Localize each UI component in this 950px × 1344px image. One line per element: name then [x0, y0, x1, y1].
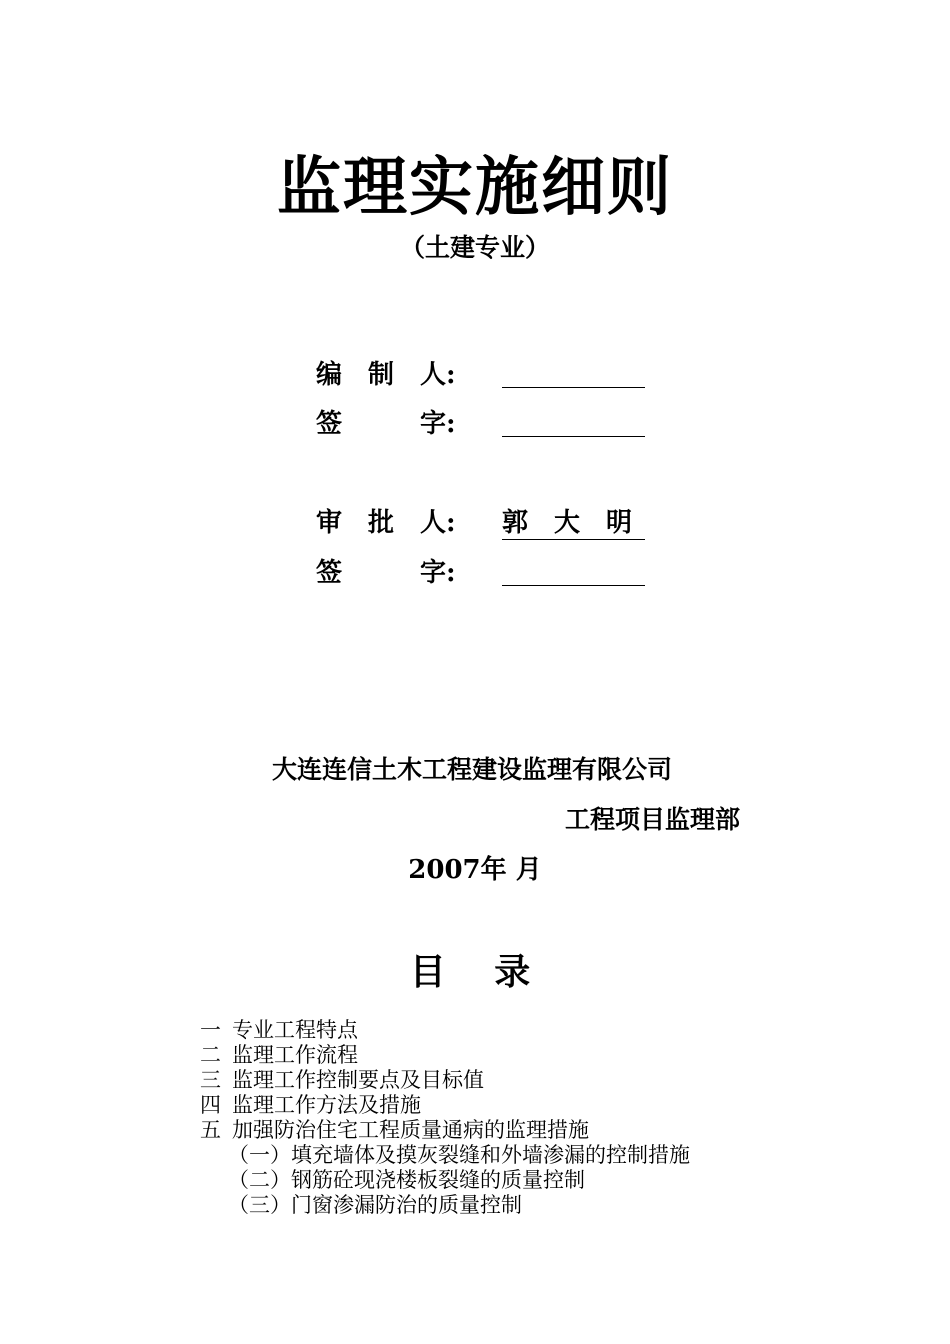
- toc-item-text: 监理工作控制要点及目标值: [232, 1068, 484, 1092]
- toc-item-number: 四: [200, 1093, 221, 1117]
- department-name: 工程项目监理部: [565, 805, 741, 834]
- toc-item: [200, 1093, 690, 1118]
- toc-item-text: 专业工程特点: [232, 1018, 358, 1042]
- toc-item-number: 一: [200, 1018, 221, 1042]
- toc-item: [200, 1118, 690, 1143]
- company-name: 大连连信土木工程建设监理有限公司: [272, 755, 673, 784]
- compiler-label: 编 制 人:: [316, 360, 456, 390]
- compiler-sign-label: 签 字:: [316, 409, 456, 439]
- toc-subitem: （二）钢筋砼现浇楼板裂缝的质量控制: [228, 1168, 585, 1192]
- compiler-blank: [502, 357, 645, 388]
- toc-item-text: 加强防治住宅工程质量通病的监理措施: [232, 1118, 589, 1142]
- toc-item-number: 三: [200, 1068, 221, 1092]
- approver-label: 审 批 人:: [316, 508, 456, 538]
- toc-subitem: （一）填充墙体及摸灰裂缝和外墙渗漏的控制措施: [228, 1143, 690, 1167]
- toc-item-text: 监理工作流程: [232, 1043, 358, 1067]
- toc-subitem: （三）门窗渗漏防治的质量控制: [228, 1193, 522, 1217]
- toc-item-number: 五: [200, 1118, 221, 1142]
- toc-title: 目 录: [409, 951, 549, 993]
- toc-item: [200, 1043, 690, 1068]
- toc-item-text: 监理工作方法及措施: [232, 1093, 421, 1117]
- toc-item: [200, 1068, 690, 1093]
- document-subtitle: （土建专业）: [399, 233, 550, 262]
- document-date: 2007年 月: [408, 855, 542, 885]
- table-of-contents: [200, 1018, 690, 1218]
- approver-name: 郭 大 明: [502, 505, 645, 540]
- toc-item: [200, 1018, 690, 1043]
- approver-sign-blank: [502, 555, 645, 586]
- compiler-sign-blank: [502, 406, 645, 437]
- approver-sign-label: 签 字:: [316, 558, 456, 588]
- toc-item-number: 二: [200, 1043, 221, 1067]
- document-title: 监理实施细则: [277, 150, 673, 225]
